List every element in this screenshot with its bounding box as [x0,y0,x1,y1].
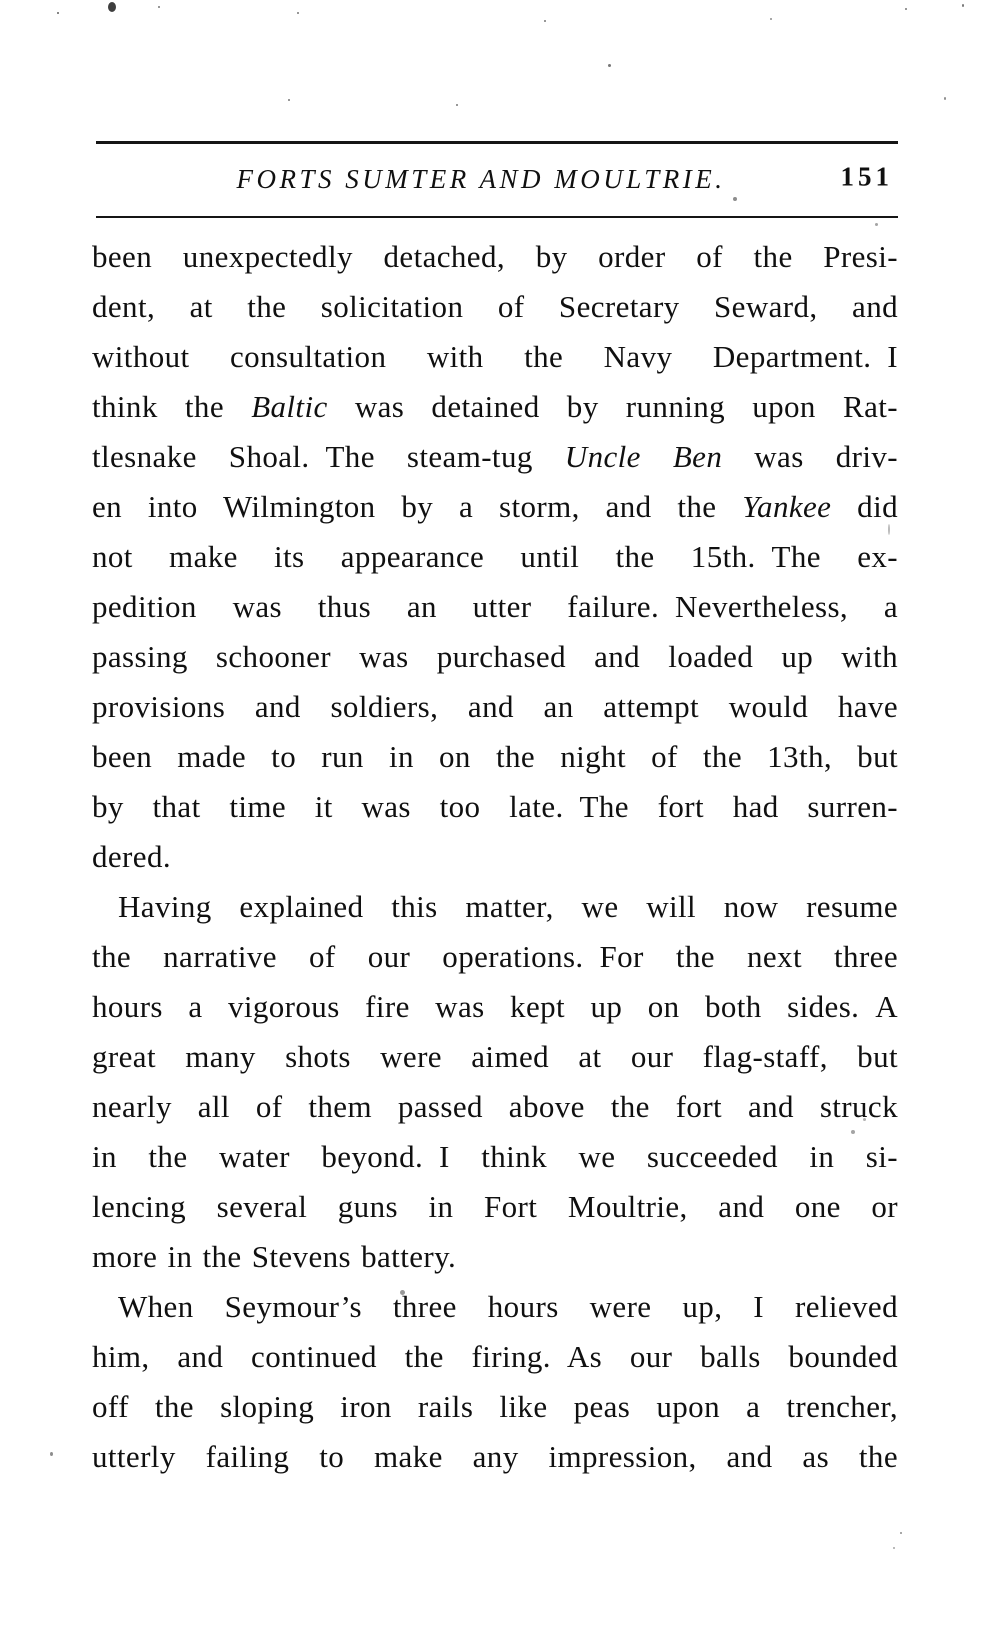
text-line: When Seymour’s three hours were up, I relieved [118,1289,898,1324]
text-line: dered. [92,839,171,874]
scan-speck [905,8,907,10]
page-number: 151 [840,161,893,192]
running-head-title: FORTS SUMTER AND MOULTRIE. [236,163,726,194]
scan-speck [962,4,964,7]
text-line: more in the Stevens battery. [92,1239,457,1274]
scan-speck [770,18,772,20]
text-line: provisions and soldiers, and an attempt would have [92,689,898,724]
scan-speck [875,223,878,226]
text-line: off the sloping iron rails like peas upon a trencher, [92,1389,898,1424]
text-line: utterly failing to make any impression, and as the [92,1439,898,1474]
scan-speck [297,12,299,14]
scan-speck [158,6,160,8]
scan-speck [851,1130,855,1134]
text-line: lencing several guns in Fort Moultrie, and one or [92,1189,898,1224]
text-line: Having explained this matter, we will now resume [118,889,898,924]
scan-speck [863,1118,866,1121]
text-line: pedition was thus an utter failure. Nevertheless, a [92,589,898,624]
page-body-text [92,232,898,1482]
text-line: great many shots were aimed at our flag-staff, but [92,1039,898,1074]
scan-speck [456,104,458,106]
scan-speck [50,1452,53,1456]
text-line: nearly all of them passed above the fort and struck [92,1089,898,1124]
scan-speck [733,197,737,201]
scan-speck [944,97,946,100]
text-line: by that time it was too late. The fort had surren- [92,789,898,824]
text-line: tlesnake Shoal. The steam-tug Uncle Ben was driv- [92,439,898,474]
running-head [96,144,898,214]
scan-speck [893,1547,895,1549]
text-line: been unexpectedly detached, by order of the Presi- [92,239,898,274]
text-line: not make its appearance until the 15th. The ex- [92,539,898,574]
text-line: hours a vigorous fire was kept up on both sides. A [92,989,898,1024]
scan-speck [108,2,116,12]
scan-speck [608,64,611,67]
text-line: been made to run in on the night of the 13th, but [92,739,898,774]
text-line: the narrative of our operations. For the next three [92,939,898,974]
text-line: without consultation with the Navy Department. I [92,339,898,374]
text-line: in the water beyond. I think we succeeded in si- [92,1139,898,1174]
text-line: him, and continued the firing. As our balls bounded [92,1339,898,1374]
header-rule-bottom [96,216,898,218]
text-line: dent, at the solicitation of Secretary Seward, and [92,289,898,324]
text-line: passing schooner was purchased and loaded up with [92,639,898,674]
text-line: en into Wilmington by a storm, and the Yankee did [92,489,898,524]
scan-speck [888,524,890,535]
scan-speck [400,1290,405,1295]
scan-speck [544,20,546,22]
scan-speck [900,1532,902,1534]
text-line: think the Baltic was detained by running upon Rat- [92,389,898,424]
scan-speck [57,12,59,14]
scan-speck [288,99,290,101]
